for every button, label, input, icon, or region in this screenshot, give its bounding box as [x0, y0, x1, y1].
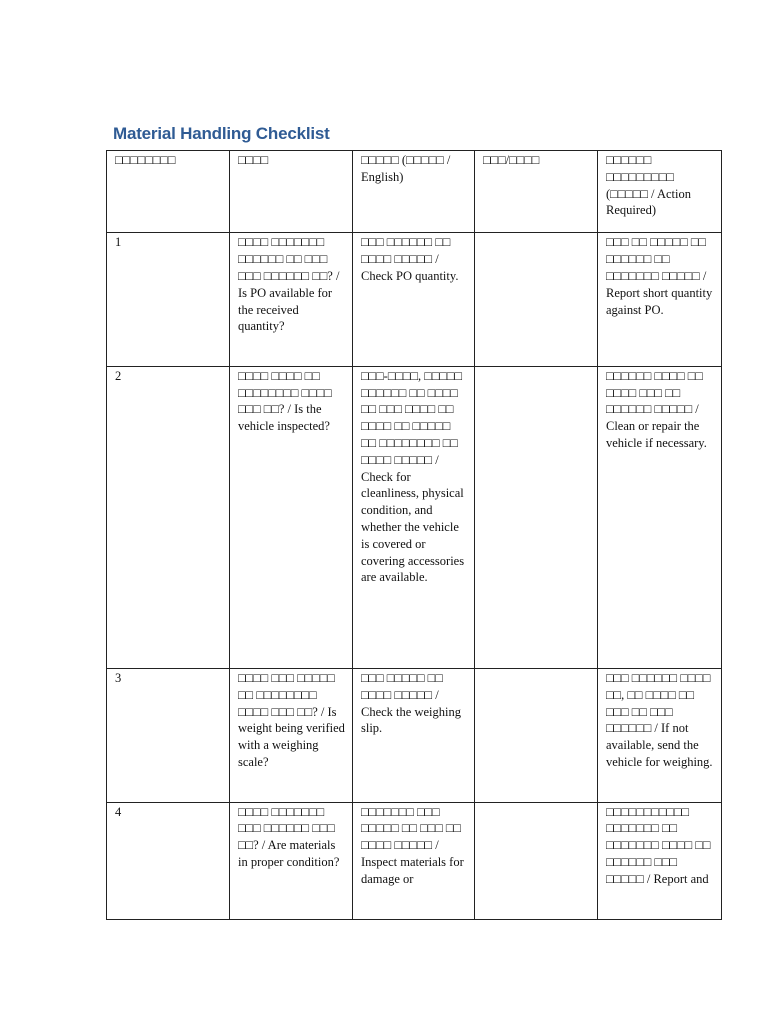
cell-status [475, 233, 598, 367]
cell-question: □□□□ □□□□ □□ □□□□□□□□ □□□□ □□□ □□? / Is the vehicle inspected? [230, 366, 353, 668]
table-row [107, 366, 722, 668]
cell-action: □□□□□□ □□□□ □□ □□□□ □□□ □□ □□□□□□ □□□□□ / Clean or repair the vehicle if necessary. [598, 366, 722, 668]
cell-action: □□□ □□□□□□ □□□□ □□, □□ □□□□ □□ □□□ □□ □□□ □□□□□□ / If not available, send the vehicle for weighing. [598, 669, 722, 803]
header-serial: □□□□□□□□ [107, 151, 230, 233]
table-header-row [107, 151, 722, 233]
cell-check: □□□ □□□□□ □□ □□□□ □□□□□ / Check the weighing slip. [353, 669, 475, 803]
table-row [107, 669, 722, 803]
cell-check: □□□ □□□□□□ □□ □□□□ □□□□□ / Check PO quantity. [353, 233, 475, 367]
cell-number: 3 [107, 669, 230, 803]
page-title: Material Handling Checklist [113, 124, 330, 143]
header-question: □□□□ [230, 151, 353, 233]
cell-check: □□□□□□□ □□□ □□□□□ □□ □□□ □□ □□□□ □□□□□ / Inspect materials for damage or [353, 802, 475, 919]
header-check: □□□□□ (□□□□□ / English) [353, 151, 475, 233]
cell-action: □□□ □□ □□□□□ □□ □□□□□□ □□ □□□□□□□ □□□□□ / Report short quantity against PO. [598, 233, 722, 367]
cell-question: □□□□ □□□ □□□□□ □□ □□□□□□□□ □□□□ □□□ □□? / Is weight being verified with a weighing scale? [230, 669, 353, 803]
cell-question: □□□□ □□□□□□□ □□□ □□□□□□ □□□ □□? / Are materials in proper condition? [230, 802, 353, 919]
cell-status [475, 366, 598, 668]
cell-number: 2 [107, 366, 230, 668]
cell-number: 1 [107, 233, 230, 367]
header-action: □□□□□□ □□□□□□□□□ (□□□□□ / Action Required) [598, 151, 722, 233]
table-row [107, 802, 722, 919]
cell-status [475, 802, 598, 919]
cell-check: □□□-□□□□, □□□□□ □□□□□□ □□ □□□□ □□ □□□ □□□□ □□ □□□□ □□ □□□□□ □□ □□□□□□□□ □□ □□□□ □□□□□ / Check for cleanliness, physical condition, and whether the vehicle is covered or covering accessories are available. [353, 366, 475, 668]
cell-status [475, 669, 598, 803]
table-row [107, 233, 722, 367]
header-status: □□□/□□□□ [475, 151, 598, 233]
cell-action: □□□□□□□□□□□ □□□□□□□ □□ □□□□□□□ □□□□ □□ □□□□□□ □□□ □□□□□ / Report and [598, 802, 722, 919]
cell-question: □□□□ □□□□□□□ □□□□□□ □□ □□□ □□□ □□□□□□ □□? / Is PO available for the received quantity? [230, 233, 353, 367]
checklist-table [106, 150, 722, 920]
cell-number: 4 [107, 802, 230, 919]
